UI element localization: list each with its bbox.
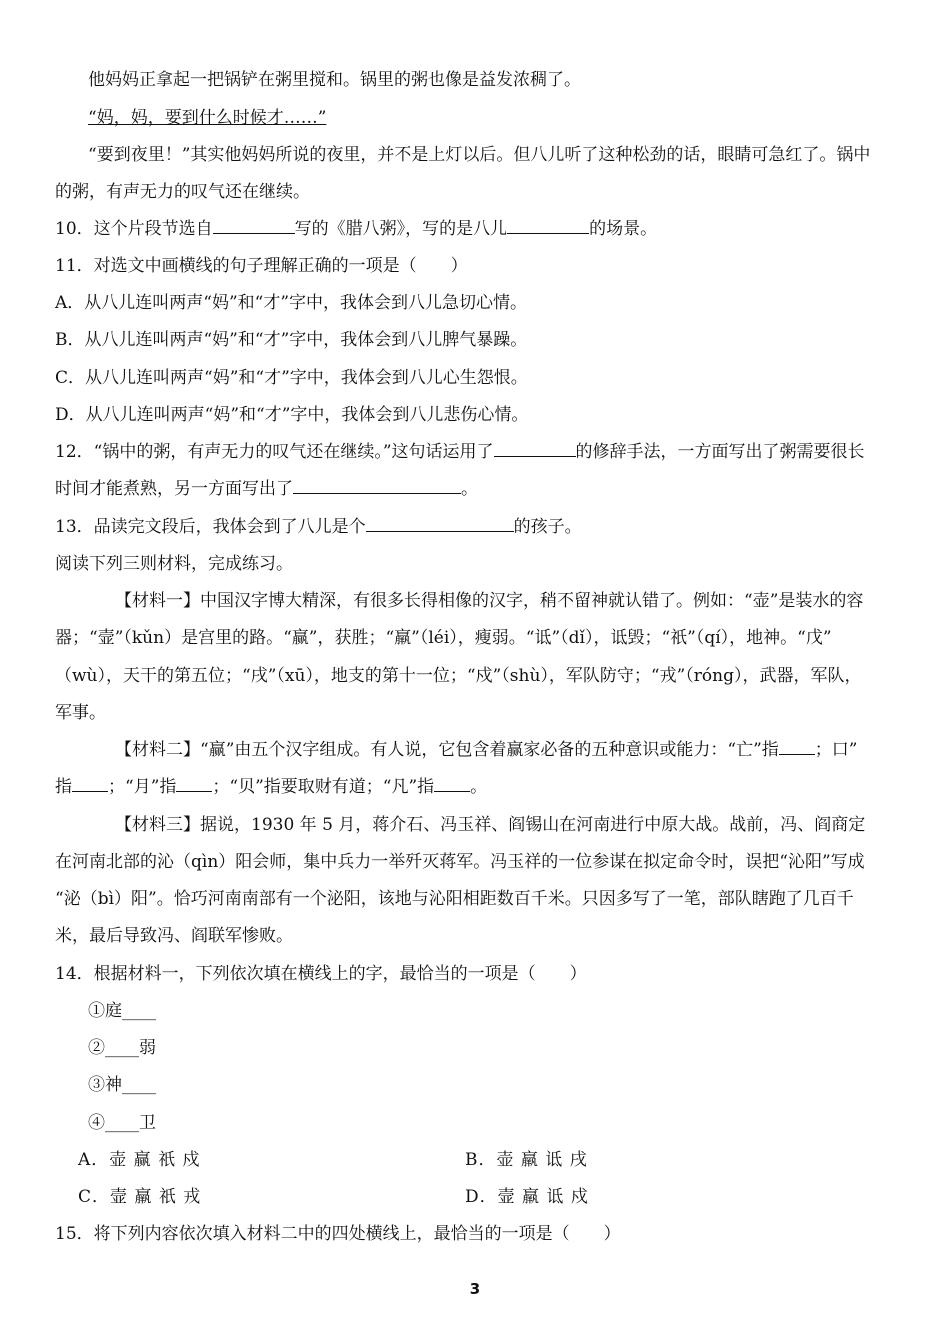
question-14-option-a[interactable]: A．壶 赢 祇 戍 bbox=[78, 1150, 201, 1170]
answer-blank[interactable] bbox=[366, 515, 514, 532]
passage-paragraph-1: 他妈妈正拿起一把锅铲在粥里搅和。锅里的粥也像是益发浓稠了。 bbox=[88, 70, 581, 90]
q12-text-b: 的修辞手法，一方面写出了粥需要很长 bbox=[575, 442, 865, 462]
q12-text-a: 12．“锅中的粥，有声无力的叹气还在继续。”这句话运用了 bbox=[55, 442, 494, 462]
material-3-line-4: 米，最后导致冯、阎联军惨败。 bbox=[55, 926, 293, 946]
question-11-option-d[interactable]: D．从八儿连叫两声“妈”和“才”字中，我体会到八儿悲伤心情。 bbox=[55, 405, 529, 425]
page-number: 3 bbox=[469, 1280, 481, 1298]
m2-text-2a: 指 bbox=[55, 777, 72, 797]
question-11-option-b[interactable]: B．从八儿连叫两声“妈”和“才”字中，我体会到八儿脾气暴躁。 bbox=[55, 330, 528, 350]
material-blank bbox=[72, 775, 108, 792]
material-2-line-1 bbox=[115, 738, 895, 762]
q12-text-d: 。 bbox=[461, 479, 478, 499]
passage-paragraph-3-line-1: “要到夜里！”其实他妈妈所说的夜里，并不是上灯以后。但八儿听了这种松劲的话，眼睛可急红了。锅中 bbox=[88, 145, 871, 165]
question-15-stem: 15．将下列内容依次填入材料二中的四处横线上，最恰当的一项是（ ） bbox=[55, 1224, 621, 1244]
question-13 bbox=[55, 515, 895, 539]
question-10 bbox=[55, 217, 895, 241]
material-blank bbox=[779, 738, 815, 755]
q10-text-b: 写的《腊八粥》，写的是八儿 bbox=[294, 219, 508, 239]
material-1-line-2: 器；“壸”（kǔn）是宫里的路。“赢”，获胜；“羸”（léi），瘦弱。“诋”（dǐ），诋毁；“祇”（qí），地神。“戊” bbox=[55, 628, 832, 648]
material-blank bbox=[434, 775, 470, 792]
material-1-line-1: 【材料一】中国汉字博大精深，有很多长得相像的汉字，稍不留神就认错了。例如：“壶”是装水的容 bbox=[115, 591, 864, 611]
underlined-sentence: “妈，妈，要到什么时候才……” bbox=[88, 108, 327, 128]
q14-item-1: ①庭____ bbox=[88, 1001, 156, 1021]
material-2-line-2 bbox=[55, 775, 895, 799]
question-12-line-2 bbox=[55, 477, 895, 501]
question-11-option-c[interactable]: C．从八儿连叫两声“妈”和“才”字中，我体会到八儿心生怨恨。 bbox=[55, 368, 528, 388]
material-3-line-3: “泌（bì）阳”。恰巧河南南部有一个泌阳，该地与沁阳相距数百千米。只因多写了一笔，部队瞎跑了几百千 bbox=[55, 889, 854, 909]
passage-paragraph-2 bbox=[88, 106, 895, 130]
q10-text-c: 的场景。 bbox=[589, 219, 658, 239]
q12-text-c: 时间才能煮熟，另一方面写出了 bbox=[55, 479, 293, 499]
question-14-option-b[interactable]: B．壶 羸 诋 戌 bbox=[465, 1150, 588, 1170]
q10-text-a: 10．这个片段节选自 bbox=[55, 219, 213, 239]
material-1-line-4: 军事。 bbox=[55, 703, 106, 723]
material-3-line-2: 在河南北部的沁（qìn）阳会师，集中兵力一举歼灭蒋军。冯玉祥的一位参谋在拟定命令时，误把“沁阳”写成 bbox=[55, 852, 865, 872]
reading-intro: 阅读下列三则材料，完成练习。 bbox=[55, 554, 293, 574]
question-11-stem: 11．对选文中画横线的句子理解正确的一项是（ ） bbox=[55, 256, 468, 276]
material-blank bbox=[176, 775, 212, 792]
q13-text-b: 的孩子。 bbox=[513, 517, 582, 537]
q14-item-4: ④____卫 bbox=[88, 1113, 156, 1133]
question-12-line-1 bbox=[55, 440, 895, 464]
passage-paragraph-3-line-2: 的粥，有声无力的叹气还在继续。 bbox=[55, 182, 310, 202]
question-14-option-c[interactable]: C．壸 羸 祇 戎 bbox=[78, 1187, 202, 1207]
m2-text-2d: 。 bbox=[470, 777, 488, 797]
m2-text-1a: 【材料二】“赢”由五个汉字组成。有人说，它包含着赢家必备的五种意识或能力：“亡”指 bbox=[115, 740, 779, 760]
m2-text-1b: ；口” bbox=[814, 740, 858, 760]
m2-text-2c: ；“贝”指要取财有道；“凡”指 bbox=[212, 777, 435, 797]
question-14-option-d[interactable]: D．壸 羸 诋 戍 bbox=[465, 1187, 589, 1207]
answer-blank[interactable] bbox=[507, 217, 589, 234]
question-14-stem: 14．根据材料一，下列依次填在横线上的字，最恰当的一项是（ ） bbox=[55, 964, 587, 984]
answer-blank[interactable] bbox=[213, 217, 295, 234]
q14-item-2: ②____弱 bbox=[88, 1038, 156, 1058]
material-1-line-3: （wù），天干的第五位；“戌”（xū），地支的第十一位；“戍”（shù），军队防守；“戎”（róng），武器，军队， bbox=[55, 666, 862, 686]
m2-text-2b: ；“月”指 bbox=[108, 777, 177, 797]
answer-blank[interactable] bbox=[293, 477, 461, 494]
material-3-line-1: 【材料三】据说，1930 年 5 月，蒋介石、冯玉祥、阎锡山在河南进行中原大战。战前，冯、阎商定 bbox=[115, 815, 866, 835]
q13-text-a: 13．品读完文段后，我体会到了八儿是个 bbox=[55, 517, 366, 537]
answer-blank[interactable] bbox=[494, 440, 576, 457]
q14-item-3: ③神____ bbox=[88, 1075, 156, 1095]
question-11-option-a[interactable]: A．从八儿连叫两声“妈”和“才”字中，我体会到八儿急切心情。 bbox=[55, 293, 528, 313]
